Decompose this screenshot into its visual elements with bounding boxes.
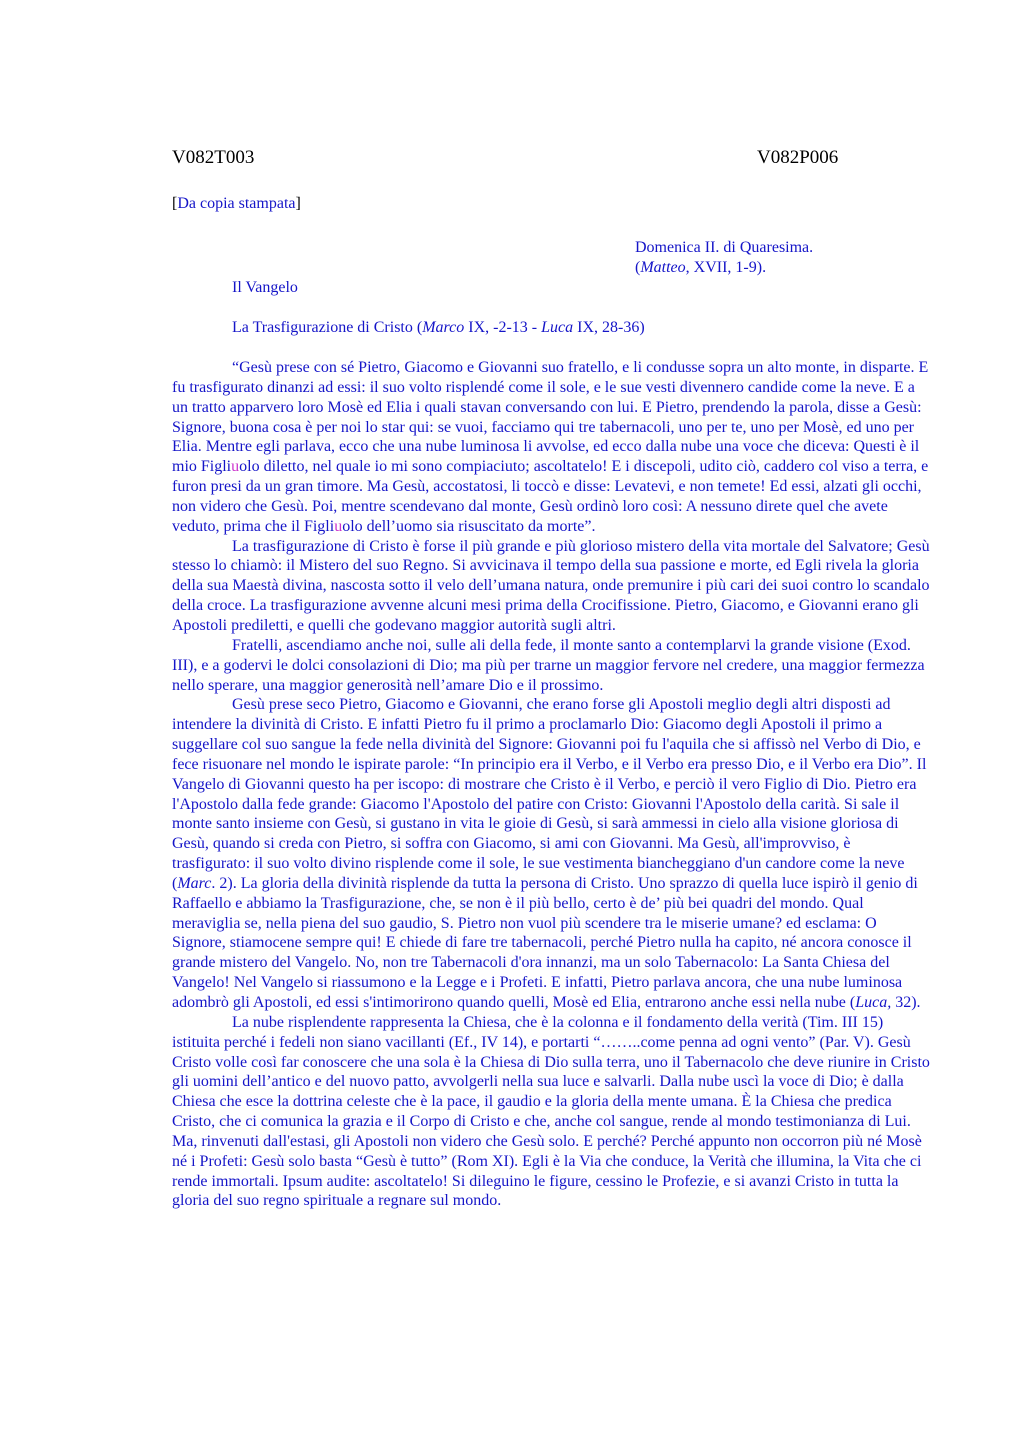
dateline-sunday: Domenica II. di Quaresima. (635, 239, 814, 256)
paragraph-4: Gesù prese seco Pietro, Giacomo e Giovanni, che erano forse gli Apostoli meglio degli altri disposti ad intendere la divinità di Cristo. E infatti Pietro fu il primo a proclamarlo Dio: Giacomo degli Apostoli il primo a suggellare col suo sangue la fede nella divinità del Signore: Giovanni poi fu l'aquila che si affissò nel Verbo di Dio, e fece risuonare nel mondo le ispirate parole: “In principio era il Verbo, e il Verbo era presso Dio, e il Verbo era Dio”. Il Vangelo di Giovanni questo ha per iscopo: di mostrare che Cristo è il Verbo, e perciò il vero Figlio di Dio. Pietro era l'Apostolo dalla fede grande: Giacomo l'Apostolo del patire con Cristo: Giovanni l'Apostolo della carità. Si sale il monte santo insieme con Gesù, si gustano in vita le gioie di Gesù, si sarà ammessi in cielo alla visione gloriosa di Gesù, quando si creda con Pietro, si soffra con Giacomo, si ami con Giovanni. Ma Gesù, all'improvviso, è trasfigurato: il suo volto divino risplende come il sole, le sue vestimenta biancheggiano d'un candore come la neve (Marc. 2). La gloria della divinità risplende da tutta la persona di Cristo. Uno sprazzo di quella luce ispirò il genio di Raffaello e abbiamo la Trasfigurazione, che, se non è il più bello, certo è de’ più bei quadri del mondo. Qual meraviglia se, nella piena del suo gaudio, S. Pietro non vuol più scendere tra le miserie umane? ed esclama: O Signore, stiamocene sempre qui! E chiede di fare tre tabernacoli, perché Pietro nulla ha capito, né ancora conosce il grande mistero del Vangelo. No, non tre Tabernacoli d'ora innanzi, ma un solo Tabernacolo: La Santa Chiesa del Vangelo! Nel Vangelo si riassumono e la Legge e i Profeti. E infatti, Pietro parlava ancora, che una nube luminosa adombrò gli Apostoli, ed essi s'intimorirono quando quelli, Mosè ed Elia, entrarono anche essi nella nube (Luca, 32). (172, 696, 927, 1011)
paragraph-5: La nube risplendente rappresenta la Chiesa, che è la colonna e il fondamento della verità (Tim. III 15) istituita perché i fedeli non siano vacillanti (Ef., IV 14), e portarti “……..come penna ad ogni vento” (Par. V). Gesù Cristo volle così far conoscere che una sola è la Chiesa di Dio sulla terra, uno il Tabernacolo che deve riunire in Cristo gli uomini dell’antico e del nuovo patto, avvolgerli nella sua luce e salvarli. Dalla nube uscì la voce di Dio; è dalla Chiesa che esce la dottrina celeste che è la pace, il gaudio e la gloria della mente umana. È la Chiesa che predica Cristo, che ci comunica la grazia e il Corpo di Cristo e che, anche col sangue, rende al mondo testimonianza di Lui. Ma, rinvenuti dall'estasi, gli Apostoli non videro che Gesù solo. E perché? Perché appunto non occorron più né Mosè né i Profeti: Gesù solo basta “Gesù è tutto” (Rom XI). Egli è la Via che conduce, la Verità che illumina, la Vita che ci rende immortali. Ipsum audite: ascoltatelo! Si dileguino le figure, cessino le Profezie, e si avanzi Cristo in tutta la gloria del suo regno spirituale a regnare sul mondo. (172, 1013, 930, 1210)
section-heading-gospel: Il Vangelo (232, 279, 298, 296)
liturgical-dateline (635, 238, 813, 278)
paragraph-gospel-quote: “Gesù prese con sé Pietro, Giacomo e Giovanni suo fratello, e li condusse sopra un alto monte, in disparte. E fu trasfigurato dinanzi ad essi: il suo volto risplendé come il sole, e le sue vesti divennero candide come la neve. E a un tratto apparvero loro Mosè ed Elia i quali stavan conversando con lui. E Pietro, prendendo la parola, disse a Gesù: Signore, buona cosa è per noi lo star qui: se vuoi, facciamo qui tre tabernacoli, uno per te, uno per Mosè, ed uno per Elia. Mentre egli parlava, ecco che una nube luminosa li avvolse, ed ecco dalla nube una voce che diceva: Questi è il mio Figliuolo diletto, nel quale io mi sono compiaciuto; ascoltatelo! E i discepoli, udito ciò, caddero col viso a terra, e furon presi da un gran timore. Ma Gesù, accostatosi, li toccò e disse: Levatevi, e non temete! Ed essi, alzati gli occhi, non videro che Gesù. Poi, mentre scendevano dal monte, Gesù ordinò loro così: A nessuno direte quel che avete veduto, prima che il Figliuolo dell’uomo sia risuscitato da morte”. (172, 359, 929, 535)
paragraph-2: La trasfigurazione di Cristo è forse il più grande e più glorioso mistero della vita mortale del Salvatore; Gesù stesso lo chiamò: il Mistero del suo Regno. Si avvicinava il tempo della sua passione e morte, ed Egli rivela la gloria della sua Maestà divina, nascosta sotto il velo dell’umana natura, onde premunire i più cari dei suoi contro lo scandalo della croce. La trasfigurazione avvenne alcuni mesi prima della Crocifissione. Pietro, Giacomo, e Giovanni erano gli Apostoli prediletti, e quelli che godevano maggior autorità sugli altri. (172, 537, 930, 634)
source-note: [Da copia stampata] (172, 195, 301, 212)
document-body (172, 358, 930, 1211)
section-heading-title: La Trasfigurazione di Cristo (Marco IX, -2-13 - Luca IX, 28-36) (232, 319, 645, 336)
paragraph-3: Fratelli, ascendiamo anche noi, sulle ali della fede, il monte santo a contemplarvi la grande visione (Exod. III), e a godervi le dolci consolazioni di Dio; ma più per trarne un maggior fervore nel credere, una maggior fermezza nello sperare, una maggior generosità nell’amare Dio e il prossimo. (172, 636, 925, 694)
dateline-reference: (Matteo, XVII, 1-9). (635, 259, 767, 276)
document-code-left: V082T003 (172, 147, 255, 168)
document-code-right: V082P006 (757, 147, 839, 168)
